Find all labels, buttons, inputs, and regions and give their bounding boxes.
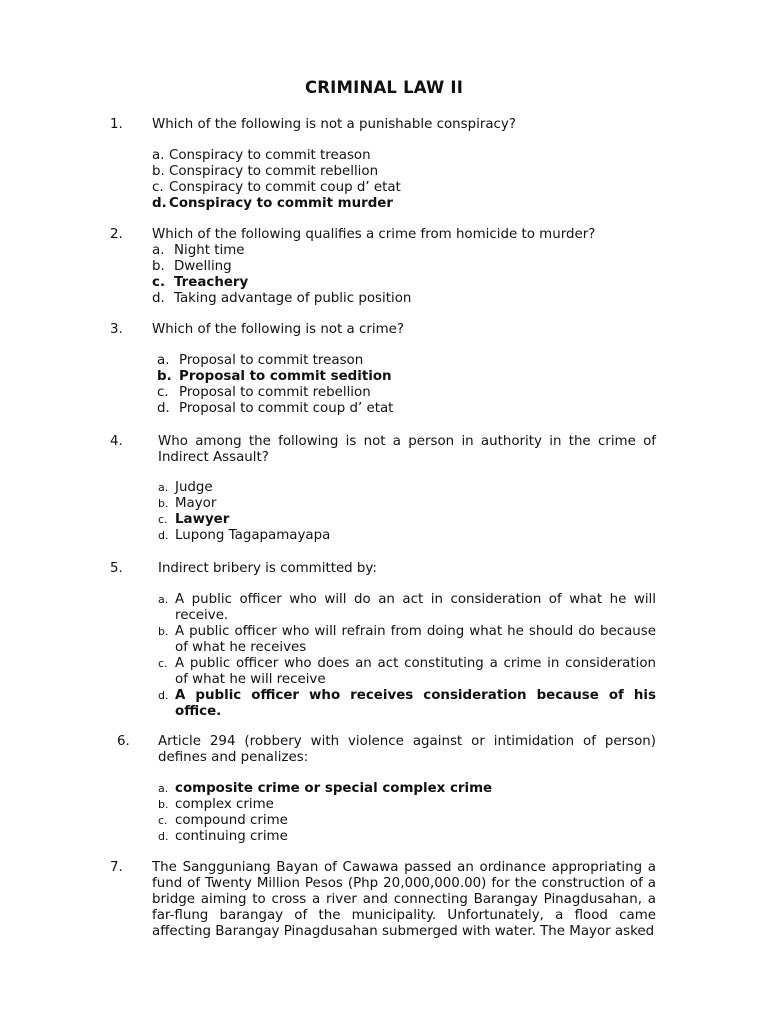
option-text: Night time <box>174 243 245 258</box>
option-list <box>158 480 656 544</box>
question-1 <box>110 117 656 217</box>
option-d-answer <box>152 196 656 212</box>
option-text: A public officer who will refrain from doing what he should do because of what he receives <box>175 624 656 655</box>
option-letter: a. <box>157 353 170 368</box>
option-text: compound crime <box>175 813 288 828</box>
option-letter: a. <box>158 593 169 606</box>
option-letter: c. <box>158 657 168 670</box>
option-b <box>152 259 656 275</box>
option-text: A public officer who receives consideration because of his office. <box>175 688 656 719</box>
option-text: composite crime or special complex crime <box>175 781 493 796</box>
option-a <box>152 148 656 164</box>
option-d <box>152 291 656 307</box>
question-number: 1. <box>110 117 123 132</box>
option-text: complex crime <box>175 797 274 812</box>
question-number: 5. <box>110 561 123 576</box>
option-text: Lawyer <box>175 512 230 527</box>
option-a <box>157 353 656 369</box>
option-letter: d. <box>157 401 170 416</box>
question-3 <box>110 322 656 422</box>
question-number: 4. <box>110 434 123 449</box>
option-letter: b. <box>158 497 169 510</box>
option-list <box>152 243 656 307</box>
option-text: Conspiracy to commit coup d’ etat <box>169 180 401 195</box>
option-text: Treachery <box>174 275 249 290</box>
option-letter: d. <box>158 529 169 542</box>
option-text: A public officer who does an act constituting a crime in consideration of what he will receive <box>175 656 656 687</box>
option-letter: d. <box>152 291 165 306</box>
question-number: 2. <box>110 227 123 242</box>
question-2 <box>110 227 656 311</box>
option-letter: c. <box>158 513 168 526</box>
option-letter: b. <box>152 259 165 274</box>
option-a <box>158 592 656 624</box>
question-number: 7. <box>110 860 123 875</box>
question-text: Indirect bribery is committed by: <box>158 561 377 576</box>
question-6 <box>110 734 656 846</box>
option-text: Proposal to commit sedition <box>179 369 392 384</box>
option-c <box>157 385 656 401</box>
option-list <box>158 592 656 720</box>
option-list <box>157 353 656 417</box>
option-text: Conspiracy to commit treason <box>169 148 371 163</box>
option-b-answer <box>157 369 656 385</box>
option-letter: c. <box>158 814 168 827</box>
option-text: Conspiracy to commit murder <box>169 196 393 211</box>
question-4 <box>110 434 656 544</box>
option-b <box>158 797 656 813</box>
option-c-answer <box>152 275 656 291</box>
option-list <box>152 148 656 212</box>
option-text: Conspiracy to commit rebellion <box>169 164 379 179</box>
option-c-answer <box>158 512 656 528</box>
option-letter: a. <box>152 243 165 258</box>
option-letter: a. <box>152 148 165 163</box>
option-text: Judge <box>175 480 213 495</box>
option-text: Dwelling <box>174 259 232 274</box>
question-number: 6. <box>117 734 130 749</box>
question-7 <box>110 860 656 950</box>
option-a-answer <box>158 781 656 797</box>
question-text: The Sangguniang Bayan of Cawawa passed an ordinance appropriating a fund of Twenty Million Pesos (Php 20,000,000.00) for the construction of a bridge aiming to cross a river and connecting Barangay Pinagdusahan, a far-flung barangay of the municipality. Unfortunately, a flood came affecting Barangay Pinagdusahan submerged with water. The Mayor asked <box>152 860 656 939</box>
option-text: Taking advantage of public position <box>174 291 412 306</box>
option-b <box>152 164 656 180</box>
option-d <box>158 528 656 544</box>
option-d <box>158 829 656 845</box>
option-text: continuing crime <box>175 829 288 844</box>
option-c <box>158 656 656 688</box>
option-letter: b. <box>158 625 169 638</box>
option-letter: b. <box>152 164 165 179</box>
option-letter: c. <box>157 385 169 400</box>
option-a <box>152 243 656 259</box>
option-letter: a. <box>158 782 169 795</box>
option-letter: b. <box>158 798 169 811</box>
option-letter: d. <box>158 830 169 843</box>
option-letter: b. <box>157 369 172 384</box>
option-c <box>152 180 656 196</box>
option-list <box>158 781 656 845</box>
option-text: Mayor <box>175 496 217 511</box>
question-text: Which of the following is not a crime? <box>152 322 404 337</box>
option-d <box>157 401 656 417</box>
option-c <box>158 813 656 829</box>
option-letter: c. <box>152 275 166 290</box>
option-letter: d. <box>158 689 169 702</box>
question-number: 3. <box>110 322 123 337</box>
option-a <box>158 480 656 496</box>
option-letter: c. <box>152 180 164 195</box>
option-letter: a. <box>158 481 169 494</box>
option-letter: d. <box>152 196 167 211</box>
option-text: Lupong Tagapamayapa <box>175 528 331 543</box>
question-5 <box>110 561 656 721</box>
option-b <box>158 496 656 512</box>
option-text: Proposal to commit rebellion <box>179 385 371 400</box>
option-text: Proposal to commit coup d’ etat <box>179 401 394 416</box>
question-text: Who among the following is not a person in authority in the crime of Indirect Assault? <box>158 434 656 465</box>
option-b <box>158 624 656 656</box>
document-title: CRIMINAL LAW II <box>304 78 464 97</box>
question-text: Which of the following qualifies a crime from homicide to murder? <box>152 227 596 242</box>
option-text: Proposal to commit treason <box>179 353 364 368</box>
option-text: A public officer who will do an act in consideration of what he will receive. <box>175 592 656 623</box>
question-text: Which of the following is not a punishable conspiracy? <box>152 117 516 132</box>
question-text: Article 294 (robbery with violence against or intimidation of person) defines and penalizes: <box>158 734 656 765</box>
option-d-answer <box>158 688 656 720</box>
